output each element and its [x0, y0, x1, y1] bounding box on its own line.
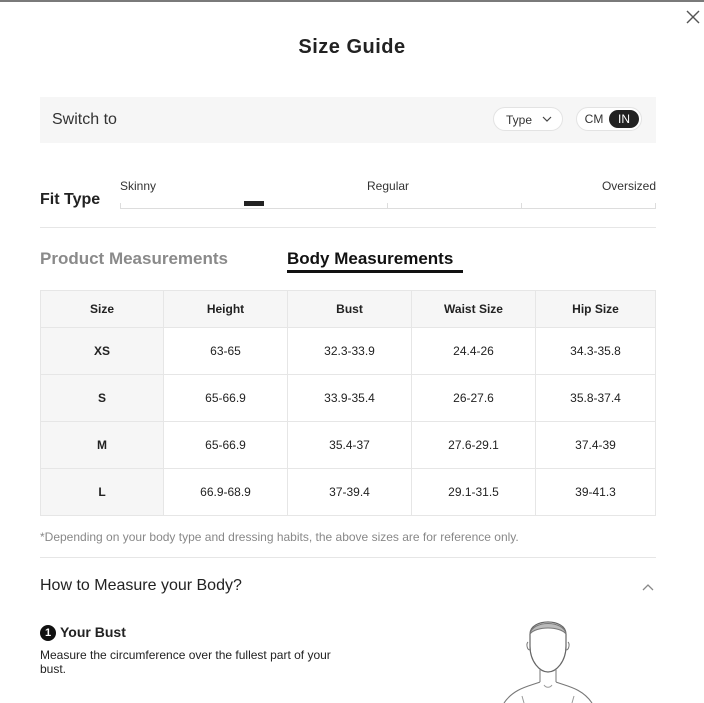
type-select[interactable] [493, 107, 563, 131]
column-header-bust: Bust [288, 291, 412, 328]
body-figure-illustration [500, 612, 596, 703]
size-table [40, 290, 656, 516]
fit-scale-tick [120, 203, 121, 208]
switch-bar [40, 97, 656, 143]
table-cell: 34.3-35.8 [536, 328, 656, 375]
table-cell: 32.3-33.9 [288, 328, 412, 375]
close-icon[interactable] [684, 8, 702, 26]
how-to-measure-heading[interactable]: How to Measure your Body? [40, 577, 242, 594]
reference-note: *Depending on your body type and dressing habits, the above sizes are for reference only. [40, 530, 519, 544]
tab-product-measurements[interactable]: Product Measurements [40, 249, 228, 268]
table-cell: 24.4-26 [412, 328, 536, 375]
fit-option-oversized: Oversized [601, 179, 656, 193]
fit-type-marker [244, 201, 264, 206]
table-cell: 35.4-37 [288, 422, 412, 469]
unit-toggle [576, 107, 642, 131]
table-cell: 26-27.6 [412, 375, 536, 422]
type-select-value: Type [506, 113, 533, 127]
divider [40, 227, 656, 228]
table-cell: S [41, 375, 164, 422]
table-cell: 33.9-35.4 [288, 375, 412, 422]
table-cell: XS [41, 328, 164, 375]
table-cell: 35.8-37.4 [536, 375, 656, 422]
table-cell: 65-66.9 [164, 375, 288, 422]
unit-option-in[interactable]: IN [609, 110, 639, 128]
table-cell: L [41, 469, 164, 516]
table-row [41, 375, 656, 422]
fit-scale-tick [655, 203, 656, 208]
tab-body-measurements[interactable]: Body Measurements [287, 249, 454, 268]
divider [40, 557, 656, 558]
chevron-down-icon [542, 113, 552, 125]
step-description: Measure the circumference over the fullest part of your bust. [40, 648, 331, 676]
table-cell: M [41, 422, 164, 469]
fit-option-skinny: Skinny [120, 179, 157, 193]
table-row [41, 422, 656, 469]
column-header-height: Height [164, 291, 288, 328]
fit-option-regular: Regular [367, 179, 410, 193]
table-row [41, 328, 656, 375]
chevron-up-icon[interactable] [641, 582, 655, 592]
column-header-size: Size [41, 291, 164, 328]
active-tab-indicator [287, 270, 463, 273]
modal-top-border [0, 0, 704, 2]
table-row [41, 469, 656, 516]
table-cell: 65-66.9 [164, 422, 288, 469]
table-cell: 37-39.4 [288, 469, 412, 516]
fit-type-label: Fit Type [40, 191, 101, 208]
step-title: Your Bust [60, 624, 126, 640]
column-header-hip-size: Hip Size [536, 291, 656, 328]
fit-scale-tick [387, 203, 388, 208]
table-cell: 37.4-39 [536, 422, 656, 469]
table-cell: 66.9-68.9 [164, 469, 288, 516]
column-header-waist-size: Waist Size [412, 291, 536, 328]
modal-title: Size Guide [298, 36, 406, 58]
table-cell: 29.1-31.5 [412, 469, 536, 516]
table-cell: 39-41.3 [536, 469, 656, 516]
fit-type-scale [120, 202, 656, 209]
fit-scale-tick [521, 203, 522, 208]
table-cell: 63-65 [164, 328, 288, 375]
unit-option-cm[interactable]: CM [584, 112, 604, 126]
table-cell: 27.6-29.1 [412, 422, 536, 469]
table-header-row [41, 291, 656, 328]
step-number-badge: 1 [40, 625, 56, 641]
switch-to-label: Switch to [52, 111, 117, 128]
